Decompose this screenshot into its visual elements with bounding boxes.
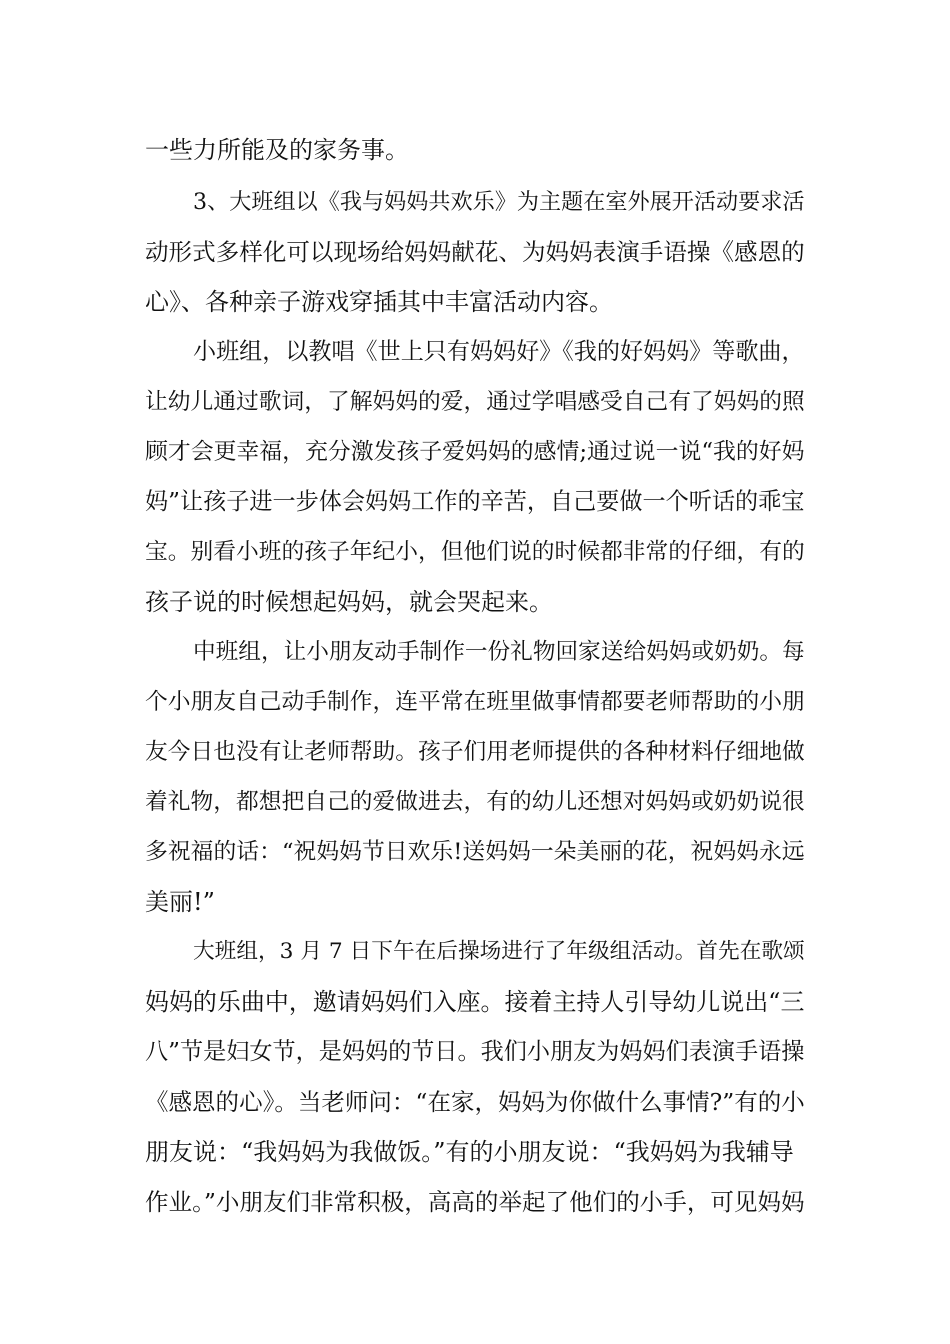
line-text: 妈”让孩子进一步体会妈妈工作的辛苦，自己要做一个听话的乖宝 — [145, 489, 805, 515]
text-line — [0, 976, 950, 1028]
line-text: 动形式多样化可以现场给妈妈献花、为妈妈表演手语操《感恩的 — [145, 238, 805, 266]
line-text: 作业。”小朋友们非常积极，高高的举起了他们的小手，可见妈妈 — [145, 1188, 805, 1216]
text-line — [0, 1026, 950, 1078]
line-text: 一些力所能及的家务事。 — [145, 136, 409, 164]
text-line — [0, 776, 950, 828]
line-text: 多祝福的话：“祝妈妈节日欢乐!送妈妈一朵美丽的花，祝妈妈永远 — [145, 839, 805, 865]
line-text: 美丽!” — [145, 888, 215, 916]
line-text: 宝。别看小班的孩子年纪小，但他们说的时候都非常的仔细，有的 — [145, 539, 805, 565]
text-line — [0, 1126, 950, 1178]
text-line — [0, 176, 950, 228]
text-line — [0, 276, 950, 328]
text-line — [0, 526, 950, 578]
text-line — [0, 1076, 950, 1128]
line-text: 让幼儿通过歌词，了解妈妈的爱，通过学唱感受自己有了妈妈的照 — [145, 389, 805, 415]
line-text: 朋友说：“我妈妈为我做饭。”有的小朋友说：“我妈妈为我辅导 — [145, 1138, 794, 1166]
line-text: 顾才会更幸福，充分激发孩子爱妈妈的感情;通过说一说“我的好妈 — [145, 439, 805, 465]
text-line — [0, 476, 950, 528]
line-text: 中班组，让小朋友动手制作一份礼物回家送给妈妈或奶奶。每 — [193, 639, 805, 665]
line-text: 个小朋友自己动手制作，连平常在班里做事情都要老师帮助的小朋 — [145, 689, 805, 715]
text-line — [0, 226, 950, 278]
text-line — [0, 876, 950, 928]
text-line — [0, 626, 950, 678]
line-text: 大班组，3 月 7 日下午在后操场进行了年级组活动。首先在歌颂 — [193, 939, 805, 964]
line-text: 着礼物，都想把自己的爱做进去，有的幼儿还想对妈妈或奶奶说很 — [145, 789, 805, 815]
text-line — [0, 376, 950, 428]
text-line — [0, 926, 950, 978]
text-line — [0, 326, 950, 378]
text-line — [0, 576, 950, 628]
text-line — [0, 426, 950, 478]
text-line — [0, 826, 950, 878]
text-line — [0, 676, 950, 728]
text-line — [0, 1176, 950, 1228]
line-text: 3、大班组以《我与妈妈共欢乐》为主题在室外展开活动要求活 — [193, 189, 805, 215]
line-text: 妈妈的乐曲中，邀请妈妈们入座。接着主持人引导幼儿说出“三 — [145, 988, 805, 1016]
text-line — [0, 726, 950, 778]
text-line — [0, 124, 950, 176]
line-text: 孩子说的时候想起妈妈，就会哭起来。 — [145, 588, 553, 616]
line-text: 《感恩的心》。当老师问：“在家，妈妈为你做什么事情?”有的小 — [145, 1088, 805, 1116]
line-text: 八”节是妇女节，是妈妈的节日。我们小朋友为妈妈们表演手语操 — [145, 1039, 805, 1065]
line-text: 友今日也没有让老师帮助。孩子们用老师提供的各种材料仔细地做 — [145, 739, 805, 765]
line-text: 心》、各种亲子游戏穿插其中丰富活动内容。 — [145, 288, 613, 316]
line-text: 小班组，以教唱《世上只有妈妈好》《我的好妈妈》等歌曲， — [193, 339, 805, 365]
